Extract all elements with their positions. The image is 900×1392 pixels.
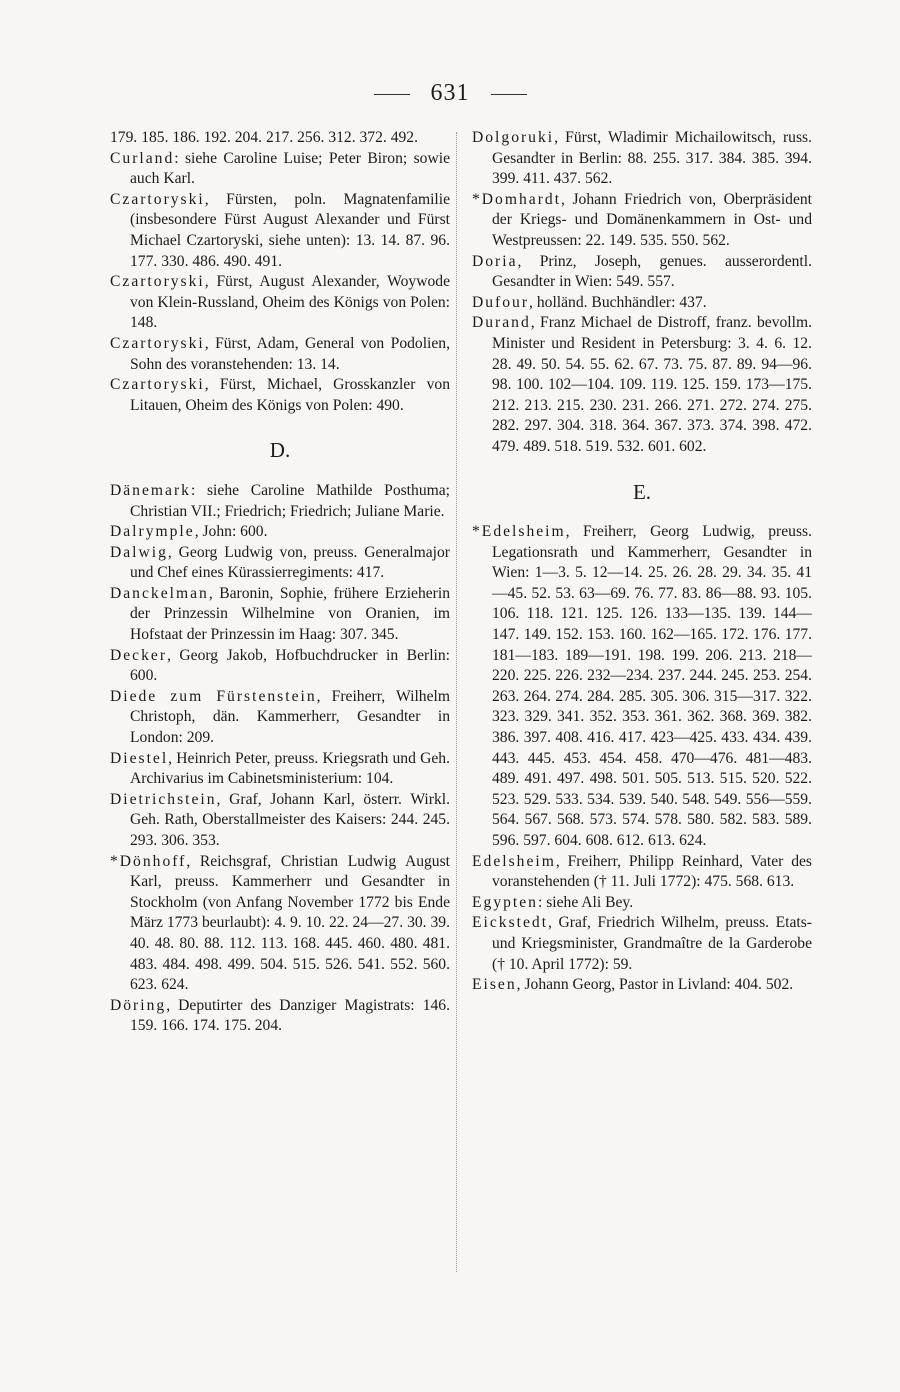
right-column (472, 128, 812, 996)
index-entry (472, 522, 812, 852)
index-entry (110, 790, 450, 852)
entry-headword: Eickstedt (472, 914, 549, 932)
index-entry (472, 975, 812, 996)
entry-text: , John: 600. (194, 523, 268, 541)
entry-text: : siehe Ali Bey. (537, 893, 634, 911)
entry-text: , Deputirter des Danziger Magistrats: 146. 159. 166. 174. 175. 204. (130, 996, 450, 1035)
entry-headword: Edelsheim (472, 852, 556, 870)
entry-headword: Dolgoruki (472, 129, 555, 146)
entry-text: , Reichsgraf, Christian Ludwig August Karl, preuss. Kammerherr und Gesandter in Stockholm (von Anfang November 1772 bis Ende März 1773 beurlaubt): 4. 9. 10. 22. 24—27. 30. 39. 40. 48. 80. 88. 112. 113. 168. 445. 460. 480. 481. 483. 484. 498. 499. 504. 515. 526. 541. 552. 560. 623. 624. (130, 852, 450, 994)
index-entry (110, 522, 450, 543)
section-heading-e: E. (632, 479, 652, 504)
entry-text: , Fürst, August Alexander, Woywode von Klein-Russland, Oheim des Königs von Polen: 148. (130, 273, 450, 332)
index-entry (110, 996, 450, 1037)
entry-text: , Baronin, Sophie, frühere Erzieherin der Prinzessin Wilhelmine von Oranien, im Hofstaat der Prinzessin im Haag: 307. 345. (130, 584, 450, 644)
index-entry (472, 128, 812, 190)
index-entry (472, 252, 812, 293)
index-entry (110, 852, 450, 996)
entry-headword: Czartoryski (110, 273, 205, 291)
entry-text: , Fürst, Michael, Grosskanzler von Litauen, Oheim des Königs von Polen: 490. (130, 376, 450, 414)
left-column (110, 128, 450, 1037)
entry-headword: Dänemark (110, 481, 191, 499)
entry-headword: Decker (110, 646, 168, 664)
page-number: 631 (430, 80, 470, 106)
entry-text: , Freiherr, Philipp Reinhard, Vater des voranstehenden († 11. Juli 1772): 475. 568. 613. (492, 852, 812, 891)
header-rule-left (374, 94, 410, 95)
entry-text: , Fürst, Adam, General von Podolien, Sohn des voranstehenden: 13. 14. (130, 334, 450, 373)
index-entry (472, 913, 812, 975)
index-entry (110, 543, 450, 584)
index-entry (110, 190, 450, 272)
entry-text: , Johann Friedrich von, Oberpräsident der Kriegs- und Domänenkammern in Ost- und Westpreussen: 22. 149. 535. 550. 562. (492, 190, 812, 249)
entry-headword: Czartoryski (110, 190, 205, 208)
entry-headword: Durand (472, 314, 531, 332)
left-entries (110, 128, 450, 416)
index-entry (110, 749, 450, 790)
index-entry (110, 481, 450, 522)
entry-headword: Czartoryski (110, 376, 205, 394)
index-entry (472, 893, 812, 914)
entry-headword: *Edelsheim (472, 523, 566, 541)
index-entry (110, 584, 450, 646)
entry-text: , Graf, Johann Karl, österr. Wirkl. Geh. Rath, Oberstallmeister des Kaisers: 244. 245. 293. 306. 353. (130, 790, 450, 849)
entry-headword: *Dönhoff (110, 852, 187, 870)
entry-text: , Fürsten, poln. Magnatenfamilie (insbesondere Fürst August Alexander und Fürst Michael Czartoryski, siehe unten): 13. 14. 87. 96. 177. 330. 486. 490. 491. (130, 190, 450, 270)
entry-headword: Dalrymple (110, 523, 195, 541)
entry-text: , Georg Ludwig von, preuss. Generalmajor und Chef eines Kürassierregiments: 417. (130, 543, 450, 582)
entry-text: : siehe Caroline Luise; Peter Biron; sowie auch Karl. (130, 149, 450, 188)
entry-text: , Graf, Friedrich Wilhelm, preuss. Etats- und Kriegsminister, Grandmaître de la Garderobe († 10. April 1772): 59. (492, 914, 812, 973)
entry-headword: Danckelman (110, 584, 209, 602)
index-entry (110, 334, 450, 375)
index-entry (472, 313, 812, 457)
entry-text: 179. 185. 186. 192. 204. 217. 256. 312. 372. 492. (110, 129, 418, 146)
entry-text: , Georg Jakob, Hofbuchdrucker in Berlin: 600. (130, 646, 450, 685)
entry-text: , Fürst, Wladimir Michailowitsch, russ. Gesandter in Berlin: 88. 255. 317. 384. 385. 394. 399. 411. 437. 562. (492, 129, 812, 188)
entry-text: : siehe Caroline Mathilde Posthuma; Christian VII.; Friedrich; Friedrich; Juliane Marie. (130, 481, 450, 520)
entry-headword: Doria (472, 252, 518, 270)
entry-headword: Eisen (472, 976, 517, 994)
entry-headword: Diestel (110, 749, 169, 767)
header-rule-right (491, 94, 527, 95)
entry-headword: Egypten (472, 893, 538, 911)
page-header (0, 80, 900, 107)
entry-headword: Diede zum Fürstenstein (110, 687, 317, 705)
entry-headword: Döring (110, 996, 167, 1014)
entry-headword: Dufour (472, 293, 530, 311)
entry-text: , Franz Michael de Distroff, franz. bevollm. Minister und Resident in Petersburg: 3. 4. 6. 12. 28. 49. 50. 54. 55. 62. 67. 73. 75. 87. 89. 94—96. 98. 100. 102—104. 109. 119. 125. 159. 173—175. 212. 213. 215. 230. 231. 266. 271. 272. 274. 275. 282. 297. 304. 318. 364. 367. 373. 374. 398. 472. 479. 489. 518. 519. 532. 601. 602. (492, 314, 812, 455)
index-entry (472, 293, 812, 314)
entry-text: , Johann Georg, Pastor in Livland: 404. 502. (516, 976, 794, 994)
index-entry (110, 128, 450, 149)
entry-headword: Czartoryski (110, 334, 205, 352)
entry-headword: Curland (110, 149, 175, 167)
entry-text: , holländ. Buchhändler: 437. (529, 293, 707, 311)
index-entry (110, 646, 450, 687)
entry-text: , Heinrich Peter, preuss. Kriegsrath und Geh. Archivarius im Cabinetsministerium: 104. (130, 749, 450, 788)
entry-text: , Prinz, Joseph, genues. ausserordentl. Gesandter in Wien: 549. 557. (492, 252, 812, 291)
entry-text: , Freiherr, Wilhelm Christoph, dän. Kammerherr, Gesandter in London: 209. (130, 687, 450, 747)
index-entry (110, 687, 450, 749)
column-divider (456, 132, 457, 1272)
entry-headword: Dalwig (110, 543, 168, 561)
left-entries-d (110, 481, 450, 1037)
index-entry (472, 852, 812, 893)
right-entries (472, 128, 812, 458)
index-entry (110, 272, 450, 334)
entry-headword: Dietrichstein (110, 790, 217, 808)
index-entry (472, 190, 812, 252)
entry-text: , Freiherr, Georg Ludwig, preuss. Legationsrath und Kammerherr, Gesandter in Wien: 1—3. 5. 12—14. 25. 26. 28. 29. 34. 35. 41—45. 52. 53. 63—69. 76. 77. 83. 86—88. 93. 105. 106. 118. 121. 125. 126. 133—135. 139. 144—147. 149. 152. 153. 160. 162—165. 172. 176. 177. 181—183. 189—191. 198. 199. 206. 213. 218—220. 225. 226. 232—234. 237. 244. 245. 253. 254. 263. 264. 274. 284. 285. 305. 306. 315—317. 322. 323. 329. 341. 352. 353. 361. 362. 368. 369. 382. 386. 397. 408. 416. 417. 423—425. 433. 434. 439. 443. 445. 453. 454. 458. 470—476. 481—483. 489. 491. 497. 498. 501. 505. 513. 515. 520. 522. 523. 529. 533. 534. 539. 540. 548. 549. 556—559. 564. 567. 568. 573. 574. 578. 580. 582. 583. 589. 596. 597. 604. 608. 612. 613. 624. (492, 523, 812, 849)
index-entry (110, 375, 450, 416)
index-entry (110, 149, 450, 190)
right-entries-e (472, 522, 812, 996)
section-heading-d: D. (269, 438, 291, 463)
entry-headword: *Domhardt (472, 190, 562, 208)
